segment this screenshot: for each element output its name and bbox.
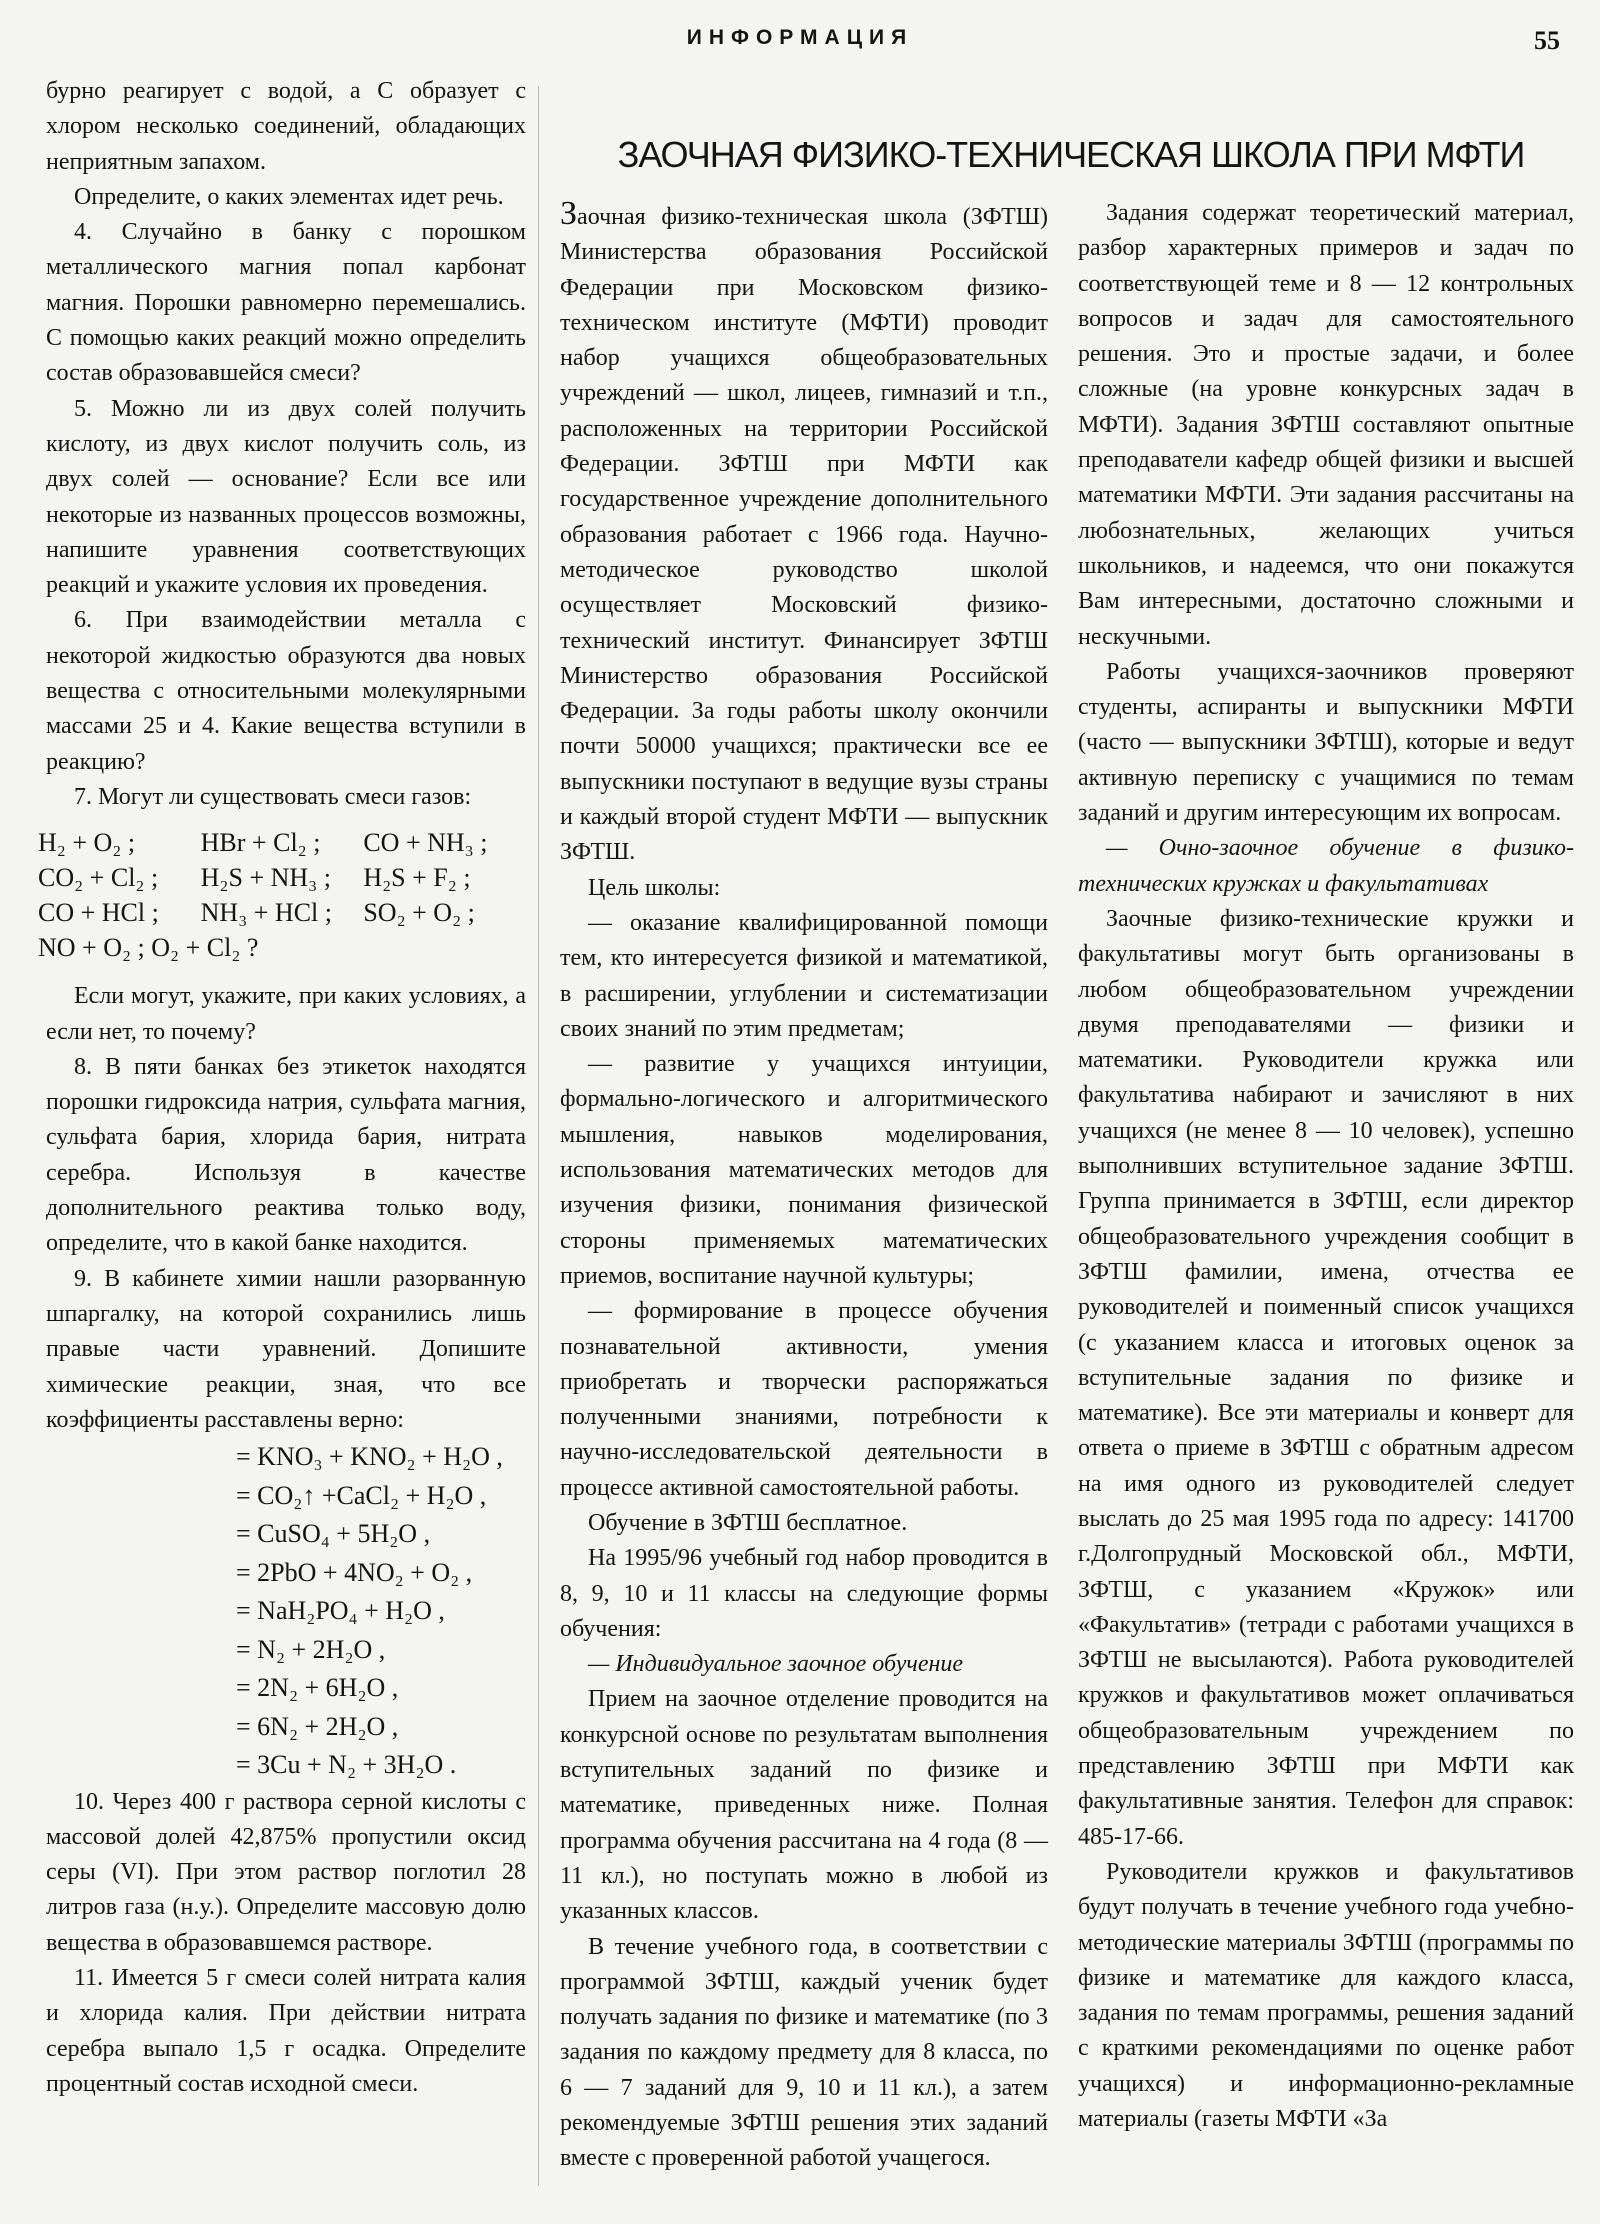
- running-head: ИНФОРМАЦИЯ: [686, 26, 914, 49]
- gas-mixture: H₂S + F₂ ;: [363, 863, 471, 893]
- gas-mixture: CO + HCl ;: [38, 898, 159, 928]
- gas-mixture: CO + NH₃ ;: [363, 828, 488, 858]
- article-paragraph: На 1995/96 учебный год набор проводится в 8, 9, 10 и 11 классы на следующие формы обучения:: [560, 1545, 1048, 1642]
- problem-11: 11. Имеется 5 г смеси солей нитрата калия и хлорида калия. При действии нитрата серебра выпало 1,5 г осадка. Определите процентный состав исходной смеси.: [46, 1965, 526, 2097]
- article-list-item: — развитие у учащихся интуиции, формально-логического и алгоритмического мышления, навыков моделирования, использования математических методов для изучения физики, понимания физической стороны применяемых математических приемов, воспитание научной культуры;: [560, 1051, 1048, 1289]
- article-column-middle: [560, 196, 1048, 2177]
- problem-text: Если могут, укажите, при каких условиях, а если нет, то почему?: [46, 983, 526, 1045]
- equation: = CuSO₄ + 5H₂O ,: [236, 1519, 431, 1549]
- gas-mixture: NH₃ + HCl ;: [200, 898, 333, 928]
- equation: = N₂ + 2H₂O ,: [236, 1634, 386, 1664]
- problem-5: 5. Можно ли из двух солей получить кислоту, из двух кислот получить соль, из двух солей — основание? Если все или некоторые из названных процессов возможны, напишите уравнения соответствующих реакций и укажите условия их проведения.: [46, 395, 526, 599]
- article-paragraph: Обучение в ЗФТШ бесплатное.: [588, 1509, 908, 1536]
- equation: = 6N₂ + 2H₂O ,: [236, 1711, 399, 1741]
- article-paragraph: В течение учебного года, в соответствии с программой ЗФТШ, каждый ученик будет получать задания по физике и математике (по 3 задания по каждому предмету для 8 класса, по 6 — 7 заданий для 9, 10 и 11 кл.), а затем рекомендуемые ЗФТШ решения этих заданий вместе с проверенной работой учащегося.: [560, 1933, 1048, 2172]
- article-title: ЗАОЧНАЯ ФИЗИКО-ТЕХНИЧЕСКАЯ ШКОЛА ПРИ МФТИ: [617, 134, 1525, 176]
- problem-text: бурно реагирует с водой, а C образует с хлором несколько соединений, обладающих неприятным запахом.: [46, 78, 526, 175]
- equation: = NaH₂PO₄ + H₂O ,: [236, 1596, 445, 1626]
- gas-mixture: HBr + Cl₂ ;: [200, 828, 321, 858]
- equation: = 3Cu + N₂ + 3H₂O .: [236, 1750, 457, 1780]
- gas-mixture: SO₂ + O₂ ;: [363, 898, 475, 928]
- article-list-item: — формирование в процессе обучения познавательной активности, умения приобретать и творчески распоряжаться полученными знаниями, потребности к научно-исследовательской деятельности в процессе активной самостоятельной работы.: [560, 1298, 1048, 1501]
- equation: = 2PbO + 4NO₂ + O₂ ,: [236, 1557, 473, 1587]
- section-subheading: — Индивидуальное заочное обучение: [588, 1651, 964, 1678]
- article-paragraph: Заочные физико-технические кружки и факультативы могут быть организованы в любом общеобразовательном учреждении двумя преподавателями — физики и математики. Руководители кружка или факультатива набирают и зачисляют в них учащихся (не менее 8 — 10 человек), успешно выполнивших вступительное задание ЗФТШ. Группа принимается в ЗФТШ, если директор общеобразовательного учреждения сообщит в ЗФТШ фамилии, имена, отчества ее руководителей и поименный список учащихся (с указанием класса и итоговых оценок за вступительные задания по физике и математике). Все эти материалы и конверт для ответа о приеме в ЗФТШ с обратным адресом на имя одного из руководителей следует выслать до 25 мая 1995 года по адресу: 141700 г.Долгопрудный Московской обл., МФТИ, ЗФТШ, с указанием «Кружок» или «Факультатив» (тетради с работами учащихся в ЗФТШ не высылаются). Работа руководителей кружков и факультативов может оплачиваться общеобразовательным учреждением по представлению ЗФТШ при МФТИ как факультативные занятия. Телефон для справок: 485-17-66.: [1078, 905, 1574, 1850]
- equation: = KNO₃ + KNO₂ + H₂O ,: [236, 1442, 503, 1472]
- gas-mixture: CO₂ + Cl₂ ;: [38, 863, 159, 893]
- gas-mixtures-list: [38, 825, 526, 965]
- chemistry-problems-column: [38, 74, 526, 2102]
- page-number: 55: [1534, 26, 1560, 55]
- equation-list: [46, 1438, 526, 1785]
- article-paragraph: Заочная физико-техническая школа (ЗФТШ) Министерства образования Российской Федерации при Московском физико-техническом институте (МФТИ) проводит набор учащихся общеобразовательных учреждений — школ, лицеев, гимназий и т.п., расположенных на территории Российской Федерации. ЗФТШ при МФТИ как государственное учреждение дополнительного образования работает с 1966 года. Научно-методическое руководство школой осуществляет Московский физико-технический институт. Финансирует ЗФТШ Министерство образования Российской Федерации. За годы работы школу окончили почти 50000 учащихся; практически все ее выпускники поступают в ведущие вузы страны и каждый второй студент МФТИ — выпускник ЗФТШ.: [560, 195, 1048, 866]
- article-column-right: [1078, 196, 1574, 2137]
- problem-text: Определите, о каких элементах идет речь.: [74, 183, 504, 210]
- article-paragraph: Руководители кружков и факультативов будут получать в течение учебного года учебно-методические материалы ЗФТШ (программы по физике и математике для каждого класса, задания по темам программы, решения заданий с краткими рекомендациями по оценке работ учащихся) и информационно-рекламные материалы (газеты МФТИ «За: [1078, 1858, 1574, 2133]
- problem-6: 6. При взаимодействии металла с некоторой жидкостью образуются два новых вещества с относительными молекулярными массами 25 и 4. Какие вещества вступили в реакцию?: [46, 607, 526, 775]
- article-list-item: — оказание квалифицированной помощи тем, кто интересуется физикой и математикой, в расширении, углублении и систематизации своих знаний по этим предметам;: [560, 909, 1048, 1042]
- column-divider: [538, 86, 539, 2186]
- section-subheading: — Очно-заочное обучение в физико-технических кружках и факультативах: [1078, 835, 1574, 897]
- gas-mixture: NO + O₂ ; O₂ + Cl₂ ?: [38, 933, 259, 963]
- problem-10: 10. Через 400 г раствора серной кислоты с массовой долей 42,875% пропустили оксид серы (VI). При этом раствор поглотил 28 литров газа (н.у.). Определите массовую долю вещества в образовавшемся растворе.: [46, 1788, 526, 1956]
- article-paragraph: Цель школы:: [588, 874, 721, 901]
- article-paragraph: Прием на заочное отделение проводится на конкурсной основе по результатам выполнения вступительных заданий по физике и математике, приведенных ниже. Полная программа обучения рассчитана на 4 года (8 — 11 кл.), но поступать можно в любой из указанных классов.: [560, 1686, 1048, 1925]
- problem-8: 8. В пяти банках без этикеток находятся порошки гидроксида натрия, сульфата магния, сульфата бария, хлорида бария, нитрата серебра. Используя в качестве дополнительного реактива только воду, определите, что в какой банке находится.: [46, 1053, 526, 1257]
- problem-7: 7. Могут ли существовать смеси газов:: [74, 783, 472, 810]
- gas-mixture: H₂S + NH₃ ;: [200, 863, 331, 893]
- problem-9: 9. В кабинете химии нашли разорванную шпаргалку, на которой сохранились лишь правые части уравнений. Допишите химические реакции, зная, что все коэффициенты расставлены верно:: [46, 1265, 526, 1433]
- problem-4: 4. Случайно в банку с порошком металлического магния попал карбонат магния. Порошки равномерно перемешались. С помощью каких реакций можно определить состав образовавшейся смеси?: [46, 219, 526, 387]
- article-paragraph: Задания содержат теоретический материал, разбор характерных примеров и задач по соответствующей теме и 8 — 12 контрольных вопросов и задач для самостоятельного решения. Это и простые задачи, и более сложные (на уровне конкурсных задач в МФТИ). Задания ЗФТШ составляют опытные преподаватели кафедр общей физики и высшей математики МФТИ. Эти задания рассчитаны на любознательных, желающих учиться школьников, и надеемся, что они покажутся Вам интересными, достаточно сложными и нескучными.: [1078, 200, 1574, 650]
- equation: = 2N₂ + 6H₂O ,: [236, 1673, 399, 1703]
- article-paragraph: Работы учащихся-заочников проверяют студенты, аспиранты и выпускники МФТИ (часто — выпускники ЗФТШ), которые и ведут активную переписку с учащимися по темам заданий и другим интересующим их вопросам.: [1078, 658, 1574, 827]
- equation: = CO₂↑ +CaCl₂ + H₂O ,: [236, 1480, 487, 1510]
- gas-mixture: H₂ + O₂ ;: [38, 828, 136, 858]
